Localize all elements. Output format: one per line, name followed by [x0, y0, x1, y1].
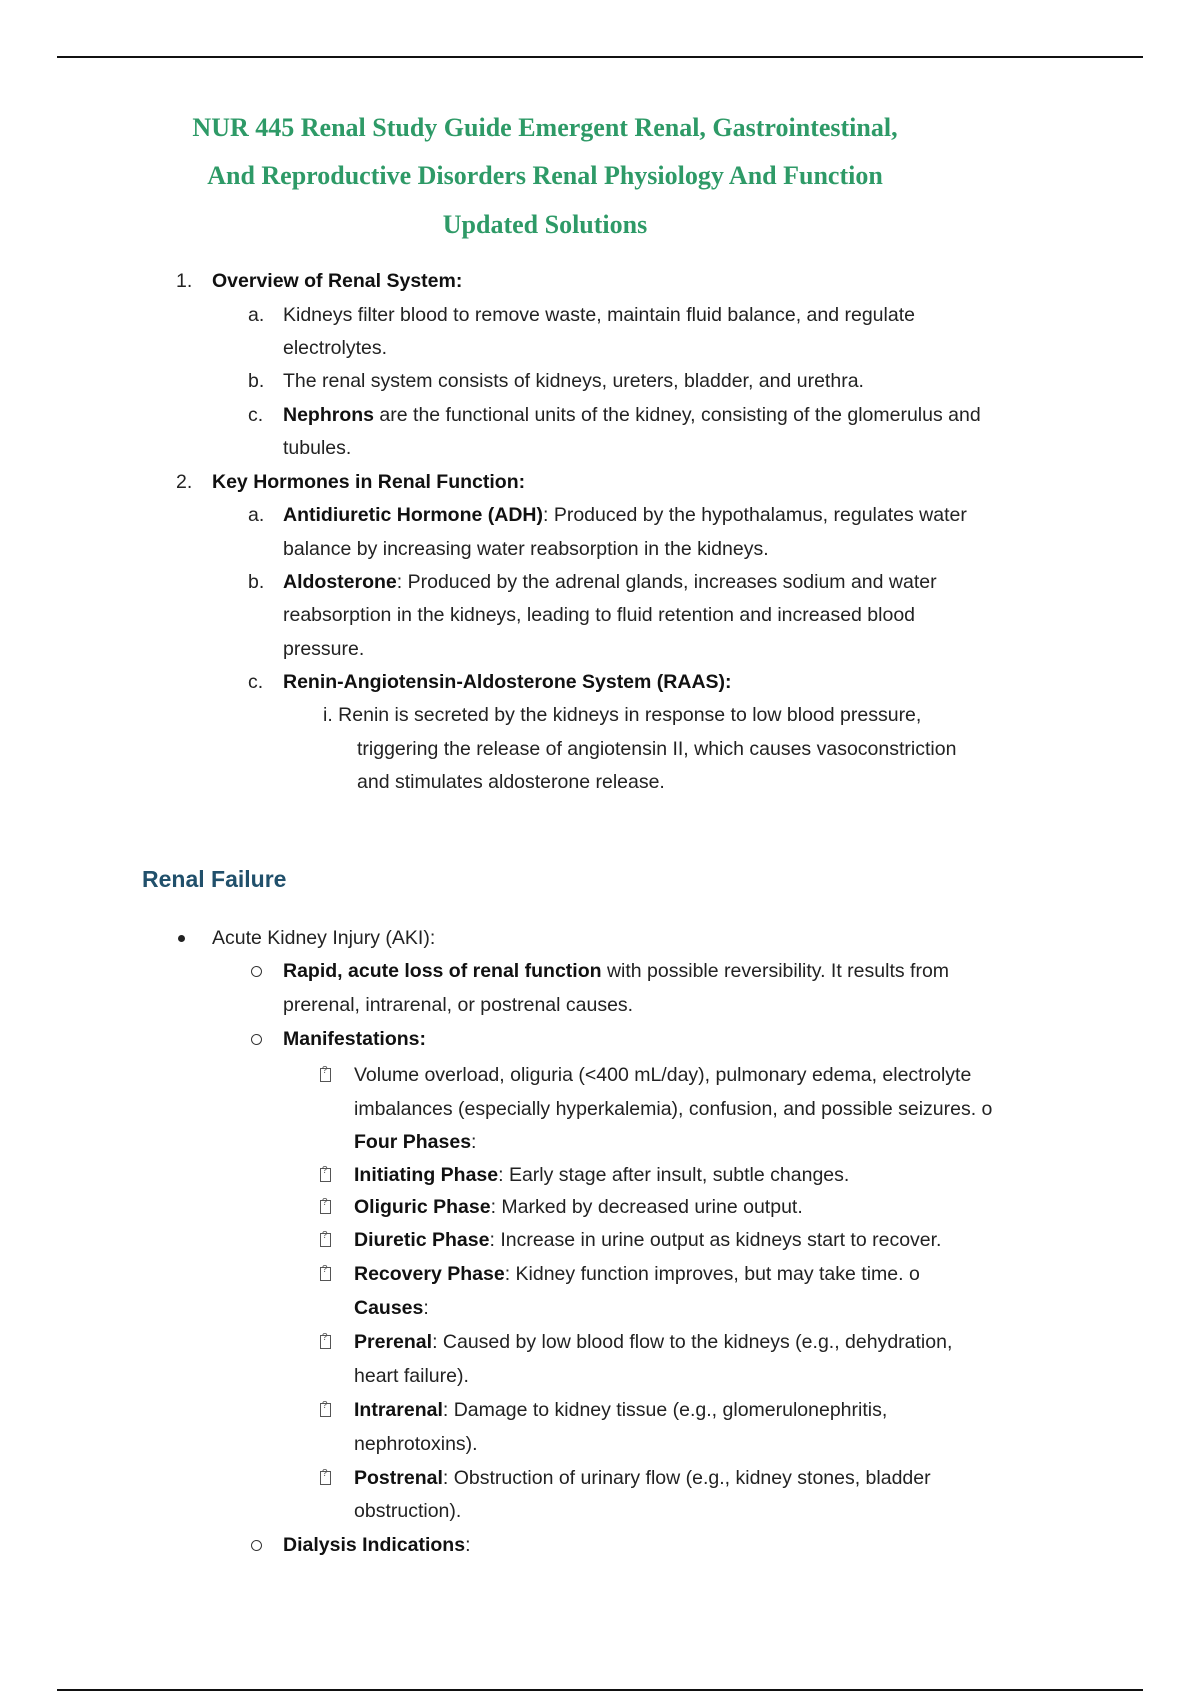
section-heading-renal-failure: Renal Failure	[142, 866, 287, 892]
list-item: Postrenal: Obstruction of urinary flow (e.g., kidney stones, bladder	[354, 1467, 931, 1489]
list-letter: c.	[248, 404, 264, 426]
missing-glyph-icon	[320, 1267, 331, 1281]
bottom-rule	[57, 1689, 1143, 1691]
list-number: 1.	[176, 270, 193, 292]
list-letter: a.	[248, 304, 265, 326]
list-item-cont: heart failure).	[354, 1365, 469, 1387]
sub-list-item-cont: and stimulates aldosterone release.	[357, 771, 665, 793]
list-item: Initiating Phase: Early stage after insult, subtle changes.	[354, 1164, 850, 1186]
missing-glyph-icon	[320, 1471, 331, 1485]
list-letter: c.	[248, 671, 264, 693]
list-item-manifestations: Manifestations:	[283, 1028, 427, 1050]
list-item: Aldosterone: Produced by the adrenal glands, increases sodium and water	[283, 571, 937, 593]
list-item: Prerenal: Caused by low blood flow to the kidneys (e.g., dehydration,	[354, 1331, 953, 1353]
section-heading-hormones: Key Hormones in Renal Function:	[212, 471, 526, 493]
list-item: Intrarenal: Damage to kidney tissue (e.g., glomerulonephritis,	[354, 1399, 888, 1421]
list-item-dialysis: Dialysis Indications:	[283, 1534, 471, 1556]
list-item-cont: balance by increasing water reabsorption in the kidneys.	[283, 538, 769, 560]
list-letter: b.	[248, 370, 265, 392]
list-item-cont: nephrotoxins).	[354, 1433, 478, 1455]
list-letter: a.	[248, 504, 265, 526]
list-item: Renin-Angiotensin-Aldosterone System (RAAS):	[283, 671, 732, 693]
list-item-cont: reabsorption in the kidneys, leading to fluid retention and increased blood	[283, 604, 916, 626]
list-item-cont: obstruction).	[354, 1500, 462, 1522]
list-item: Recovery Phase: Kidney function improves, but may take time. o	[354, 1263, 920, 1285]
bullet-circle	[251, 966, 262, 977]
list-item-causes: Causes:	[354, 1297, 429, 1319]
top-rule	[57, 56, 1143, 58]
list-item: Nephrons are the functional units of the kidney, consisting of the glomerulus and	[283, 404, 981, 426]
list-item: Rapid, acute loss of renal function with possible reversibility. It results from	[283, 960, 950, 982]
list-item: Oliguric Phase: Marked by decreased urine output.	[354, 1196, 803, 1218]
list-item-cont: pressure.	[283, 638, 365, 660]
bullet-dot	[178, 935, 185, 942]
section-heading-overview: Overview of Renal System:	[212, 270, 463, 292]
list-item: Volume overload, oliguria (<400 mL/day), pulmonary edema, electrolyte	[354, 1064, 972, 1086]
page-title-line-3: Updated Solutions	[442, 210, 648, 239]
missing-glyph-icon	[320, 1168, 331, 1182]
list-number: 2.	[176, 471, 193, 493]
list-item-cont: electrolytes.	[283, 337, 388, 359]
missing-glyph-icon	[320, 1335, 331, 1349]
list-item-cont: imbalances (especially hyperkalemia), confusion, and possible seizures. o	[354, 1098, 993, 1120]
bullet-circle	[251, 1540, 262, 1551]
sub-list-item-cont: triggering the release of angiotensin II, which causes vasoconstriction	[357, 738, 957, 760]
list-item-aki: Acute Kidney Injury (AKI):	[212, 927, 436, 949]
list-item-four-phases: Four Phases:	[354, 1131, 477, 1153]
list-item-cont: tubules.	[283, 437, 352, 459]
missing-glyph-icon	[320, 1068, 331, 1082]
missing-glyph-icon	[320, 1403, 331, 1417]
bullet-circle	[251, 1034, 262, 1045]
page-title-line-2: And Reproductive Disorders Renal Physiology And Function	[207, 161, 883, 190]
list-item-cont: prerenal, intrarenal, or postrenal causes.	[283, 994, 634, 1016]
list-item: Antidiuretic Hormone (ADH): Produced by the hypothalamus, regulates water	[283, 504, 967, 526]
list-item: Diuretic Phase: Increase in urine output as kidneys start to recover.	[354, 1229, 942, 1251]
missing-glyph-icon	[320, 1200, 331, 1214]
list-item: Kidneys filter blood to remove waste, maintain fluid balance, and regulate	[283, 304, 915, 326]
missing-glyph-icon	[320, 1233, 331, 1247]
list-item: The renal system consists of kidneys, ureters, bladder, and urethra.	[283, 370, 864, 392]
sub-list-item: i. Renin is secreted by the kidneys in response to low blood pressure,	[323, 704, 922, 726]
page-title-line-1: NUR 445 Renal Study Guide Emergent Renal, Gastrointestinal,	[192, 113, 898, 142]
list-letter: b.	[248, 571, 265, 593]
